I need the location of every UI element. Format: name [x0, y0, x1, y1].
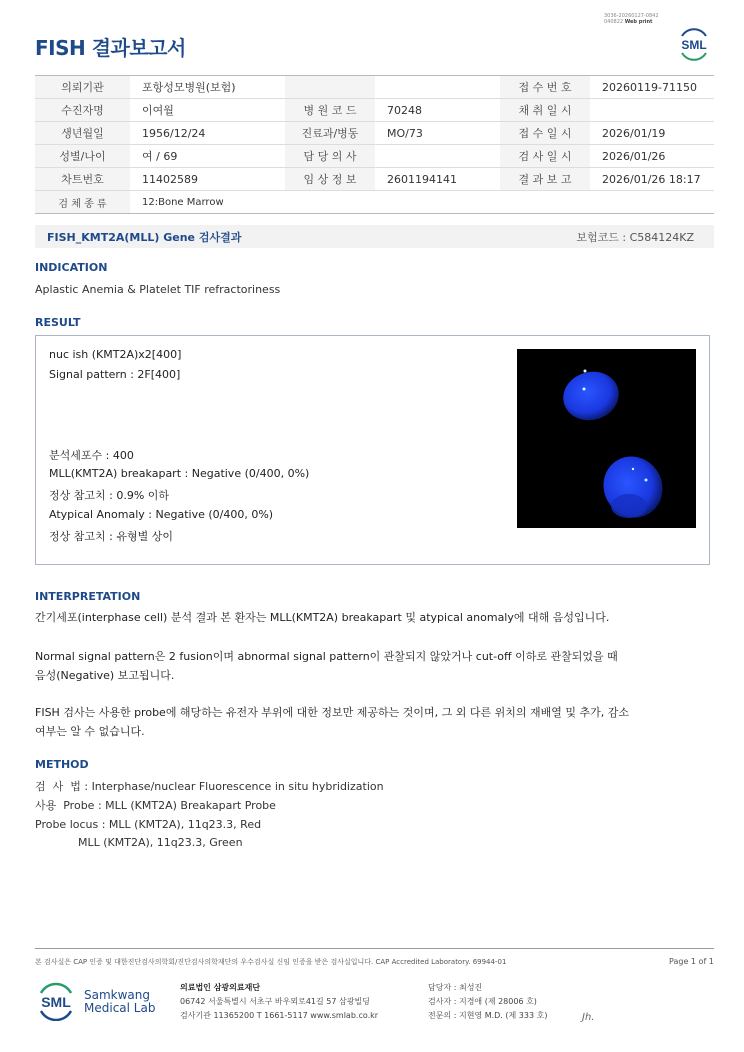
result-breakapart: MLL(KMT2A) breakapart : Negative (0/400, 0%) — [49, 467, 310, 480]
gene-test-title: FISH_KMT2A(MLL) Gene 검사결과 — [47, 230, 242, 244]
result-heading: RESULT — [35, 316, 81, 329]
info-label — [285, 76, 375, 98]
info-value: 2601194141 — [387, 172, 457, 186]
result-reference-1: 정상 참고치 : 0.9% 이하 — [49, 489, 170, 502]
indication-text: Aplastic Anemia & Platelet TIF refractoriness — [35, 283, 281, 296]
info-value: 2026/01/19 — [602, 126, 666, 140]
method-probe: 사용 Probe : MLL (KMT2A) Breakapart Probe — [35, 799, 276, 812]
info-row — [35, 168, 714, 191]
result-iscn: nuc ish (KMT2A)x2[400] — [49, 348, 182, 361]
method-locus-green: MLL (KMT2A), 11q23.3, Green — [78, 836, 243, 849]
gene-test-bar — [35, 225, 714, 248]
interpretation-p2b: 음성(Negative) 보고됩니다. — [35, 669, 175, 682]
interpretation-p2a: Normal signal pattern은 2 fusion이며 abnormal signal pattern이 관찰되지 않았거나 cut-off 이하로 관찰되었을 때 — [35, 650, 618, 663]
method-heading: METHOD — [35, 758, 89, 771]
fish-image — [517, 349, 696, 528]
result-cell-count: 분석세포수 : 400 — [49, 449, 134, 462]
info-label: 생년월일 — [35, 122, 130, 144]
info-value: 포항성모병원(보험) — [142, 81, 236, 94]
info-value — [375, 76, 500, 98]
interpretation-p3a: FISH 검사는 사용한 probe에 해당하는 유전자 부위에 대한 정보만 제공하는 것이며, 그 외 다른 위치의 재배열 및 추가, 감소 — [35, 706, 630, 719]
info-row — [35, 145, 714, 168]
patient-info-table — [35, 75, 714, 214]
info-value: 2026/01/26 — [602, 149, 666, 163]
info-label: 의뢰기관 — [35, 76, 130, 98]
interpretation-p1: 간기세포(interphase cell) 분석 결과 본 환자는 MLL(KMT2A) breakapart 및 atypical anomaly에 대해 음성입니다. — [35, 611, 610, 624]
info-value — [590, 99, 714, 121]
interpretation-p3b: 여부는 알 수 없습니다. — [35, 725, 145, 738]
footer-logo-text: SML — [41, 994, 71, 1010]
info-label: 검 사 일 시 — [500, 145, 590, 167]
signature: Jh. — [582, 1012, 595, 1023]
info-value: 70248 — [387, 103, 422, 117]
info-row-specimen — [35, 191, 714, 214]
info-label: 접 수 일 시 — [500, 122, 590, 144]
info-label: 진료과/병동 — [285, 122, 375, 144]
info-value: 20260119-71150 — [602, 80, 697, 94]
info-label: 채 취 일 시 — [500, 99, 590, 121]
sml-logo-icon — [36, 981, 76, 1021]
logo-text: SML — [681, 38, 707, 52]
method-locus-red: Probe locus : MLL (KMT2A), 11q23.3, Red — [35, 818, 262, 831]
info-label: 성별/나이 — [35, 145, 130, 167]
print-stamp: 3036-20260127-0842 040822 Web print — [604, 13, 659, 25]
footer-divider — [35, 948, 714, 949]
specimen-value: 12:Bone Marrow — [142, 196, 224, 208]
page-number: Page 1 of 1 — [669, 957, 714, 966]
info-label: 차트번호 — [35, 168, 130, 190]
info-row — [35, 122, 714, 145]
info-label: 임 상 정 보 — [285, 168, 375, 190]
info-value: 여 / 69 — [142, 150, 178, 163]
interpretation-heading: INTERPRETATION — [35, 590, 141, 603]
page-title: FISH 결과보고서 — [35, 36, 186, 60]
result-atypical: Atypical Anomaly : Negative (0/400, 0%) — [49, 508, 274, 521]
insurance-code: 보험코드 : C584124KZ — [576, 230, 694, 244]
info-row — [35, 76, 714, 99]
info-label: 수진자명 — [35, 99, 130, 121]
organization-info: 의료법인 삼광의료재단 06742 서울특별시 서초구 바우뫼로41길 57 삼광빌딩 검사기관 11365200 T 1661-5117 www.smlab.co.kr — [180, 983, 379, 1020]
method-technique: 검 사 법 : Interphase/nuclear Fluorescence in situ hybridization — [35, 780, 384, 793]
result-reference-2: 정상 참고치 : 유형별 상이 — [49, 530, 173, 543]
specimen-label: 검 체 종 류 — [35, 191, 130, 213]
brand-name: Samkwang Medical Lab — [84, 988, 156, 1015]
info-label: 병 원 코 드 — [285, 99, 375, 121]
info-label: 결 과 보 고 — [500, 168, 590, 190]
sml-logo-icon — [676, 26, 712, 62]
info-row — [35, 99, 714, 122]
info-value: MO/73 — [387, 126, 423, 140]
info-value: 이여월 — [142, 104, 174, 117]
info-value: 11402589 — [142, 172, 198, 186]
info-value — [375, 145, 500, 167]
staff-info: 담당자 : 최성진 검사자 : 지경애 (제 28006 호) 전문의 : 지현영 M.D. (제 333 호) — [428, 983, 548, 1020]
indication-heading: INDICATION — [35, 261, 108, 274]
result-signal-pattern: Signal pattern : 2F[400] — [49, 368, 181, 381]
info-value: 1956/12/24 — [142, 126, 206, 140]
info-value: 2026/01/26 18:17 — [602, 172, 701, 186]
info-label: 담 당 의 사 — [285, 145, 375, 167]
info-label: 접 수 번 호 — [500, 76, 590, 98]
accreditation-note: 본 검사실은 CAP 인증 및 대한진단검사의학회/진단검사의학재단의 우수검사실 신임 인증을 받은 검사실입니다. CAP Accredited Laboratory. 69944-01 — [35, 958, 507, 966]
